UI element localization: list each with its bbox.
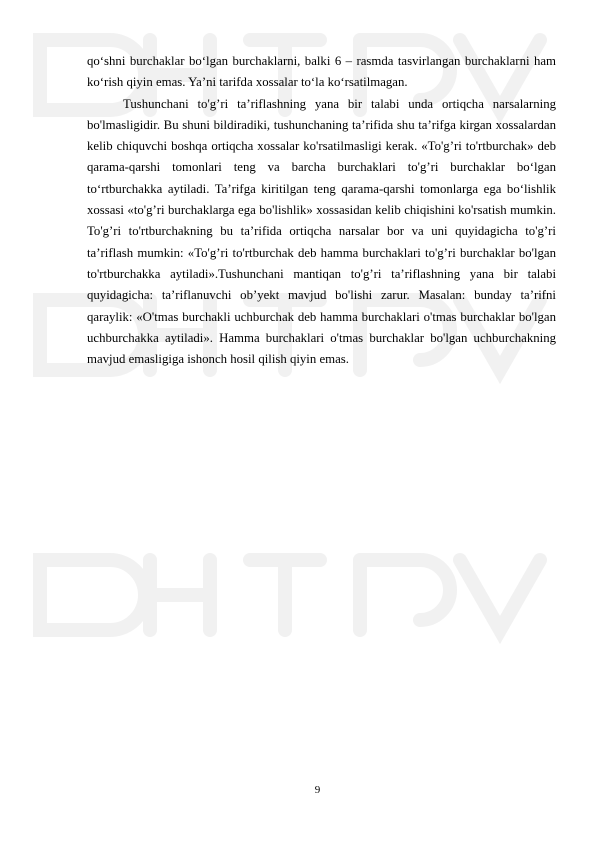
body-text (87, 51, 556, 370)
paragraph-main: Tushunchani to'g’ri ta’riflashning yana bir talabi unda ortiqcha narsalarning bo'lmasligidir. Bu shuni bildiradiki, tushunchaning ta’rifida shu ta’rifga kirgan xossalardan kelib chiquvchi boshqa ortiqcha xossalar ko'rsatilmasligi kerak. «To'g’ri to'rtburchak» deb qarama-qarshi tomonlari teng va barcha burchaklari to'g’ri burchaklar bo‘lgan to‘rtburchakka aytiladi. Ta’rifga kiritilgan teng qarama-qarshi tomonlarga ega bo‘lishlik xossasi «to'g’ri burchaklarga ega bo'lishlik» xossasidan kelib chiqishini ko'rsatish mumkin. To'g’ri to'rtburchakning bu ta’rifida ortiqcha narsalar bor va uni quyidagicha to'g’ri ta’riflash mumkin: «To'g’ri to'rtburchak deb hamma burchaklari to'g’ri burchaklar bo'lgan to'rtburchakka aytiladi».Tushunchani mantiqan to'g’ri ta’riflashning yana bir talabi quyidagicha: ta’riflanuvchi ob’yekt mavjud bo'lishi zarur. Masalan: bunday ta’rifni qaraylik: «O'tmas burchakli uchburchak deb hamma burchaklari o'tmas burchaklar bo'lgan uchburchakka aytiladi». Hamma burchaklari o'tmas burchaklar bo'lgan uchburchakning mavjud emasligiga ishonch hosil qilish qiyin emas. (87, 96, 556, 367)
page-number: 9 (314, 784, 321, 796)
paragraph-continuation: qo‘shni burchaklar bo‘lgan burchaklarni, balki 6 – rasmda tasvirlangan burchaklarni ham ko‘rish qiyin emas. Ya’ni tarifda xossalar to‘la ko‘rsatilmagan. (87, 54, 556, 90)
